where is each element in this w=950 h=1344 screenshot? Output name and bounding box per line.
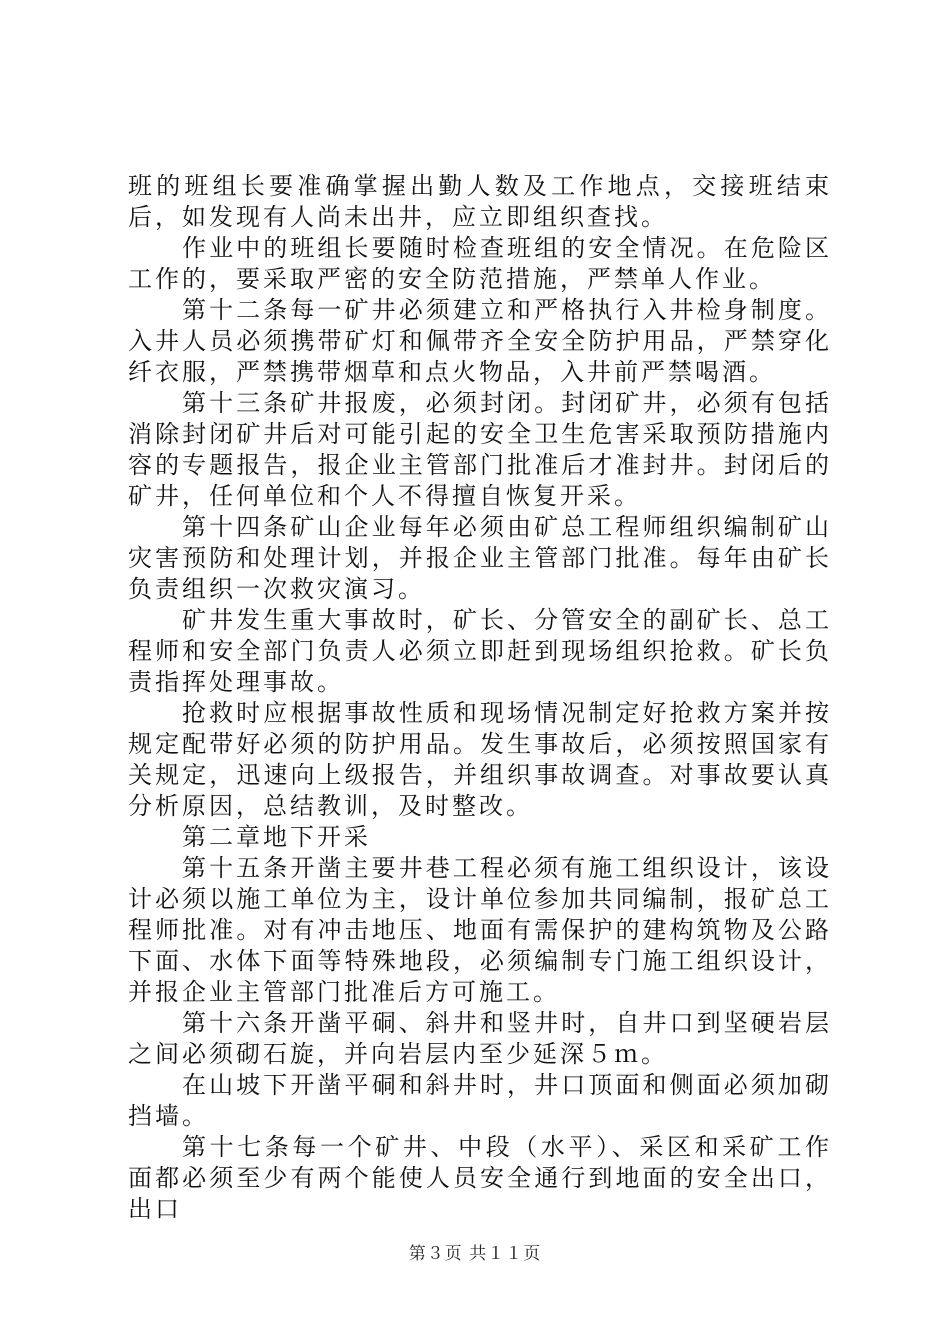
paragraph-article-12: 第十二条每一矿井必须建立和严格执行入井检身制度。入井人员必须携带矿灯和佩带齐全安全防护用品，严禁穿化纤衣服，严禁携带烟草和点火物品，入井前严禁喝酒。 [128, 296, 832, 386]
paragraph-article-14: 第十四条矿山企业每年必须由矿总工程师组织编制矿山灾害预防和处理计划，并报企业主管部门批准。每年由矿长负责组织一次救灾演习。 [128, 513, 832, 603]
paragraph-accident-response: 矿井发生重大事故时，矿长、分管安全的副矿长、总工程师和安全部门负责人必须立即赶到现场组织抢救。矿长负责指挥处理事故。 [128, 606, 832, 696]
paragraph-article-15: 第十五条开凿主要井巷工程必须有施工组织设计，该设计必须以施工单位为主，设计单位参加共同编制，报矿总工程师批准。对有冲击地压、地面有需保护的建构筑物及公路下面、水体下面等特殊地段，必须编制专门施工组织设计，并报企业主管部门批准后方可施工。 [128, 854, 832, 1006]
paragraph-article-16: 第十六条开凿平硐、斜井和竖井时，自井口到坚硬岩层之间必须砌石旋，并向岩层内至少延深５ｍ。 [128, 1009, 832, 1068]
document-body [128, 171, 832, 1225]
paragraph-rescue: 抢救时应根据事故性质和现场情况制定好抢救方案并按规定配带好必须的防护用品。发生事故后，必须按照国家有关规定，迅速向上级报告，并组织事故调查。对事故要认真分析原因，总结教训，及时整改。 [128, 699, 832, 820]
paragraph-article-17: 第十七条每一个矿井、中段（水平）、采区和采矿工作面都必须至少有两个能使人员安全通行到地面的安全出口，出口 [128, 1133, 832, 1223]
paragraph-retaining-wall: 在山坡下开凿平硐和斜井时，井口顶面和侧面必须加砌挡墙。 [128, 1071, 832, 1130]
chapter-heading: 第二章地下开采 [182, 823, 371, 851]
paragraph-2: 作业中的班组长要随时检查班组的安全情况。在危险区工作的，要采取严密的安全防范措施，严禁单人作业。 [128, 234, 832, 293]
page-number-footer: 第３页 共１１页 [408, 1244, 542, 1264]
paragraph-1: 班的班组长要准确掌握出勤人数及工作地点，交接班结束后，如发现有人尚未出井，应立即组织查找。 [128, 172, 832, 231]
paragraph-article-13: 第十三条矿井报废，必须封闭。封闭矿井，必须有包括消除封闭矿井后对可能引起的安全卫生危害采取预防措施内容的专题报告，报企业主管部门批准后才准封井。封闭后的矿井，任何单位和个人不得擅自恢复开采。 [128, 389, 832, 510]
